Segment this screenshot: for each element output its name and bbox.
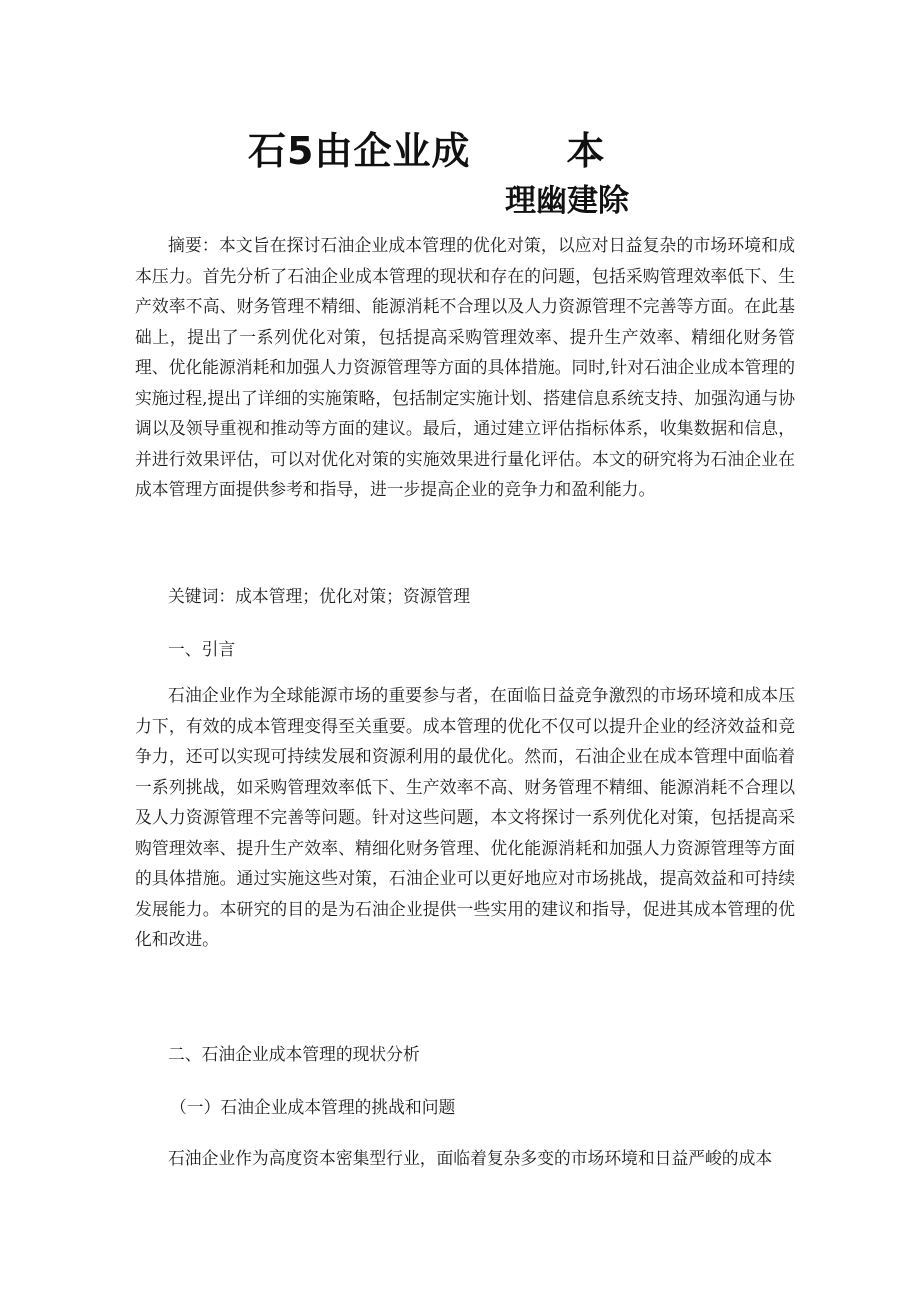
section2-heading: 二、石油企业成本管理的现状分析 — [168, 1044, 420, 1064]
section1-heading: 一、引言 — [168, 639, 236, 659]
title-part-left: 石5由企业成 — [248, 129, 471, 173]
abstract-paragraph: 摘要：本文旨在探讨石油企业成本管理的优化对策，以应对日益复杂的市场环境和成本压力。首先分析了石油企业成本管理的现状和存在的问题，包括采购管理效率低下、生产效率不高、财务管理不精细、能源消耗不合理以及人力资源管理不完善等方面。在此基础上，提出了一系列优化对策，包括提高采购管理效率、提升生产效率、精细化财务管理、优化能源消耗和加强人力资源管理等方面的具体措施。同时,针对石油企业成本管理的实施过程,提出了详细的实施策略，包括制定实施计划、搭建信息系统支持、加强沟通与协调以及领导重视和推动等方面的建议。最后，通过建立评估指标体系，收集数据和信息，并进行效果评估，可以对优化对策的实施效果进行量化评估。本文的研究将为石油企业在成本管理方面提供参考和指导，进一步提高企业的竞争力和盈利能力。 — [135, 235, 795, 499]
document-title-line2: 理幽建除 — [505, 183, 629, 219]
section1-body: 石油企业作为全球能源市场的重要参与者，在面临日益竞争激烈的市场环境和成本压力下，有效的成本管理变得至关重要。成本管理的优化不仅可以提升企业的经济效益和竞争力，还可以实现可持续发展和资源利用的最优化。然而，石油企业在成本管理中面临着一系列挑战，如采购管理效率低下、生产效率不高、财务管理不精细、能源消耗不合理以及人力资源管理不完善等问题。针对这些问题，本文将探讨一系列优化对策，包括提高采购管理效率、提升生产效率、精细化财务管理、优化能源消耗和加强人力资源管理等方面的具体措施。通过实施这些对策，石油企业可以更好地应对市场挑战，提高效益和可持续发展能力。本研究的目的是为石油企业提供一些实用的建议和指导，促进其成本管理的优化和改进。 — [135, 685, 795, 949]
keywords-line: 关键词：成本管理；优化对策；资源管理 — [168, 586, 471, 606]
subsection1-heading: （一）石油企业成本管理的挑战和问题 — [170, 1097, 456, 1117]
title-part-right: 本 — [566, 129, 606, 173]
document-title-line1 — [248, 128, 605, 174]
subsection1-body: 石油企业作为高度资本密集型行业，面临着复杂多变的市场环境和日益严峻的成本 — [168, 1148, 773, 1168]
